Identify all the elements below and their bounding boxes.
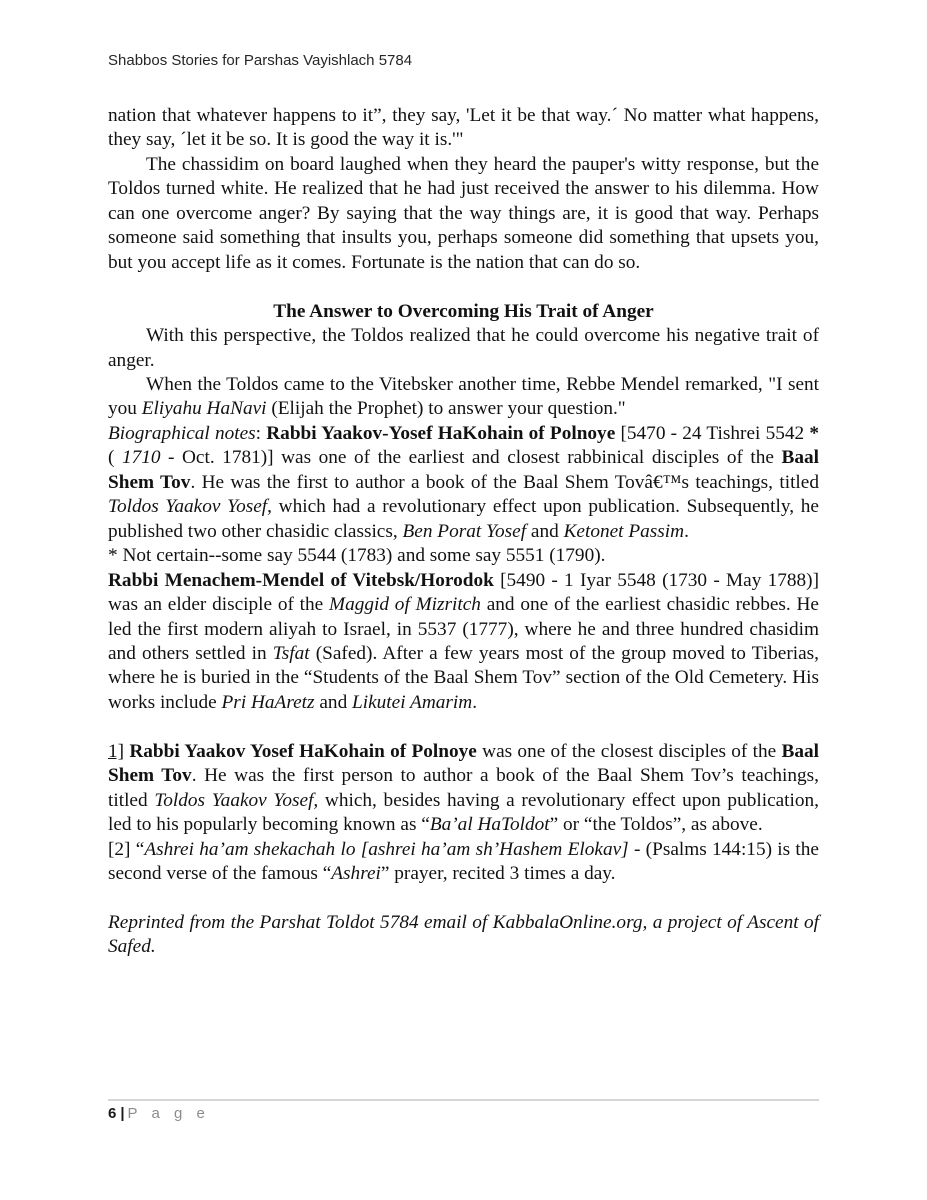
text-run-italic: Ashrei <box>331 863 381 885</box>
footer-label: P a g e <box>127 1105 210 1122</box>
paragraph <box>108 373 819 422</box>
page-footer <box>108 1105 819 1122</box>
text-run: and one of the earliest chasidic rebbes. He led the first modern aliyah to Israel, in 5537 (1777), where he and three hundred chasidim and others settled in <box>108 594 819 664</box>
text-run-bold: Baal Shem Tov <box>108 740 819 787</box>
text-run-italic: Ben Porat Yosef <box>402 520 527 542</box>
document-body <box>108 104 819 960</box>
text-run-italic: Reprinted from the Parshat Toldot 5784 email of KabbalaOnline.org, a project of Ascent of Safed. <box>108 911 819 958</box>
text-run-italic: Ba’al HaToldot <box>429 814 550 836</box>
text-run-italic: Toldos Yaakov Yosef <box>108 496 268 518</box>
text-run: [5470 - 24 Tishrei 5542 <box>615 422 810 444</box>
paragraph <box>108 544 819 568</box>
paragraph <box>108 104 819 153</box>
page-header <box>108 52 819 69</box>
attribution-paragraph <box>108 911 819 960</box>
text-run: * Not certain--some say 5544 (1783) and some say 5551 (1790). <box>108 545 606 567</box>
footnote-marker: 1] <box>108 740 125 762</box>
text-run-italic: Maggid of Mizritch <box>329 594 481 616</box>
paragraph <box>108 422 819 544</box>
blank-line <box>108 715 819 739</box>
header-title: Shabbos Stories for Parshas Vayishlach 5784 <box>108 52 413 69</box>
page-number: 6 <box>108 1105 117 1122</box>
text-run: was one of the closest disciples of the <box>476 740 782 762</box>
text-run: The chassidim on board laughed when they heard the pauper's witty response, but the Toldos turned white. He realized that he had just received the answer to his dilemma. How can one overcome anger? By saying that the way things are, it is good that way. Perhaps someone said something that insults you, perhaps someone did something that upsets you, but you accept life as it comes. Fortunate is the nation that can do so. <box>108 153 819 273</box>
text-run-italic: Pri HaAretz <box>221 691 315 713</box>
paragraph <box>108 324 819 373</box>
text-run: : <box>255 422 267 444</box>
blank-line <box>108 886 819 910</box>
text-run-italic: 1710 <box>121 447 161 469</box>
text-run-italic: Tsfat <box>272 642 310 664</box>
text-run: (Elijah the Prophet) to answer your question." <box>266 398 626 420</box>
text-run: When the Toldos came to the Vitebsker another time, Rebbe Mendel remarked, "I sent you <box>108 373 819 420</box>
text-run: (Safed). After a few years most of the group moved to Tiberias, where he is buried in the “Students of the Baal Shem Tov” section of the Old Cemetery. His works include <box>108 642 819 713</box>
text-run-bold: Rabbi Menachem-Mendel of Vitebsk/Horodok <box>108 569 494 591</box>
text-run-bold: Baal Shem Tov <box>108 447 819 493</box>
text-run: - Oct. 1781)] was one of the earliest and closest rabbinical disciples of the <box>160 447 782 469</box>
text-run: ( <box>108 447 122 469</box>
text-run: . <box>472 691 478 713</box>
text-run-italic: Ketonet Passim <box>563 520 685 542</box>
text-run-italic: Likutei Amarim <box>352 691 473 713</box>
text-run: which, besides having a revolutionary effect upon publication, led to his popularly becoming known as “ <box>108 789 819 836</box>
paragraph <box>108 153 819 275</box>
text-run-italic: Eliyahu HaNavi <box>141 398 267 420</box>
text-run: , which had a revolutionary effect upon publication. Subsequently, he published two other chasidic classics, <box>108 496 819 542</box>
text-run: and <box>526 520 564 542</box>
text-run-bold: Rabbi Yaakov-Yosef HaKohain of Polnoye <box>266 422 616 444</box>
text-run: With this perspective, the Toldos realized that he could overcome his negative trait of anger. <box>108 325 819 371</box>
section-heading: The Answer to Overcoming His Trait of Anger <box>273 300 654 322</box>
text-run-italic: Toldos Yaakov Yosef, <box>154 789 319 811</box>
text-run: ” prayer, recited 3 times a day. <box>380 863 616 885</box>
text-run: [5490 - 1 Iyar 5548 (1730 - May 1788)] was an elder disciple of the <box>108 569 820 616</box>
paragraph <box>108 569 819 716</box>
text-run: and <box>314 691 353 713</box>
text-run-italic: Biographical notes <box>108 422 256 444</box>
footer-divider <box>108 1099 819 1101</box>
text-run: - (Psalms 144:15) is the second verse of the famous “ <box>108 838 819 885</box>
text-run-italic: Ashrei ha’am shekachah lo [ashrei ha’am sh’Hashem Elokav] <box>144 838 629 860</box>
text-run: . He was the first person to author a book of the Baal Shem Tov’s teachings, titled <box>108 765 819 811</box>
footnote-marker: [2] “ <box>108 838 145 860</box>
text-run: . <box>684 520 689 542</box>
footer-separator: | <box>120 1105 125 1122</box>
text-run-bold: * <box>809 422 819 444</box>
text-run-bold: Rabbi Yaakov Yosef HaKohain of Polnoye <box>129 740 477 762</box>
blank-line <box>108 275 819 299</box>
paragraph <box>108 740 819 838</box>
text-run: nation that whatever happens to it”, they say, 'Let it be that way.´ No matter what happens, they say, ´let it be so. It is good the way it is.'" <box>108 105 819 151</box>
text-run: ” or “the Toldos”, as above. <box>549 814 763 836</box>
text-run: . He was the first to author a book of the Baal Shem Tovâ€™s teachings, titled <box>190 471 819 493</box>
paragraph <box>108 838 819 887</box>
